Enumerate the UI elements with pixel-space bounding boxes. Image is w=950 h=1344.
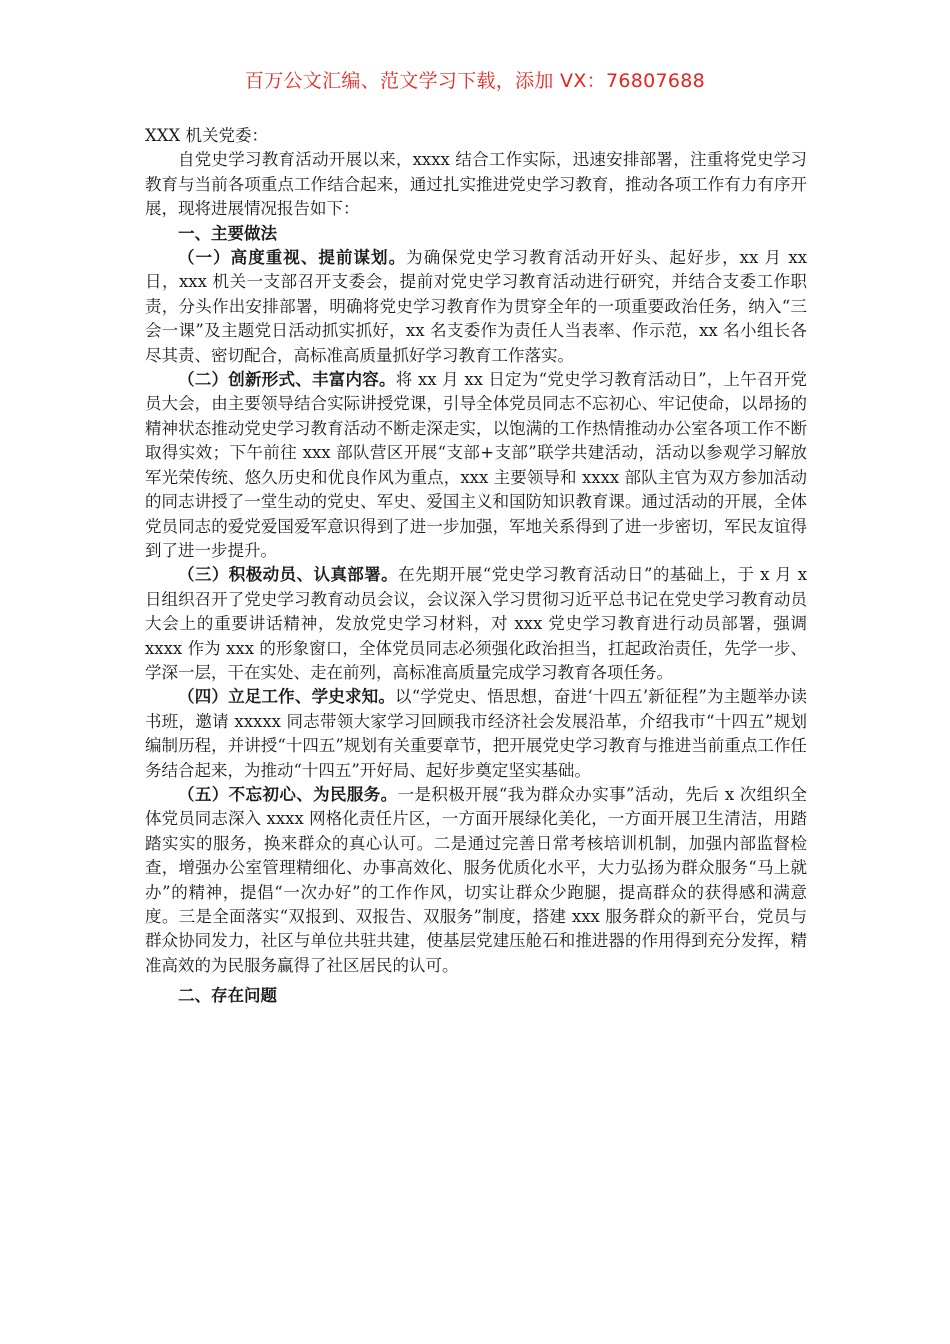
item-paragraph-5 xyxy=(145,783,807,978)
item-title-3: （三）积极动员、认真部署。 xyxy=(178,565,399,585)
item-body-4: 以“学党史、悟思想，奋进‘十四五’新征程”为主题举办读书班，邀请 xxxxx 同志带领大家学习回顾我市经济社会发展沿革，介绍我市“十四五”规划编制历程，并讲授“十四五”规划有关重要章节，把开展党史学习教育与推进当前重点工作任务结合起来，为推动“十四五”开好局、起好步奠定坚实基础。 xyxy=(145,687,807,780)
item-title-2: （二）创新形式、丰富内容。 xyxy=(178,370,396,390)
item-body-2: 将 xx 月 xx 日定为“党史学习教育活动日”，上午召开党员大会，由主要领导结合实际讲授党课，引导全体党员同志不忘初心、牢记使命，以昂扬的精神状态推动党史学习教育活动不断走深走实，以饱满的工作热情推动办公室各项工作不断取得实效；下午前往 xxx 部队营区开展“支部+支部”联学共建活动，活动以参观学习解放军光荣传统、悠久历史和优良作风为重点，xxx 主要领导和 xxxx 部队主官为双方参加活动的同志讲授了一堂生动的党史、军史、爱国主义和国防知识教育课。通过活动的开展，全体党员同志的爱党爱国爱军意识得到了进一步加强，军地关系得到了进一步密切，军民友谊得到了进一步提升。 xyxy=(145,370,808,560)
item-paragraph-4 xyxy=(145,685,807,783)
item-paragraph-1 xyxy=(145,246,807,368)
salutation: XXX 机关党委： xyxy=(145,126,268,145)
section-heading-problems: 二、存在问题 xyxy=(178,986,277,1006)
item-title-4: （四）立足工作、学史求知。 xyxy=(178,687,396,707)
item-paragraph-2 xyxy=(145,368,807,563)
intro-paragraph: 自党史学习教育活动开展以来，xxxx 结合工作实际，迅速安排部署，注重将党史学习教育与当前各项重点工作结合起来，通过扎实推进党史学习教育，推动各项工作有力有序开展，现将进展情况报告如下： xyxy=(145,150,807,219)
item-paragraph-3 xyxy=(145,563,807,685)
item-body-1: 为确保党史学习教育活动开好头、起好步，xx 月 xx 日，xxx 机关一支部召开支委会，提前对党史学习教育活动进行研究，并结合支委工作职责，分头作出安排部署，明确将党史学习教育作为贯穿全年的一项重要政治任务，纳入“三会一课”及主题党日活动抓实抓好，xx 名支委作为责任人当表率、作示范，xx 名小组长各尽其责、密切配合，高标准高质量抓好学习教育工作落实。 xyxy=(145,248,808,365)
header-banner: 百万公文汇编、范文学习下载，添加 VX：76807688 xyxy=(244,70,706,92)
document-body xyxy=(145,124,807,1009)
item-title-5: （五）不忘初心、为民服务。 xyxy=(178,784,398,804)
item-title-1: （一）高度重视、提前谋划。 xyxy=(178,248,407,268)
item-body-5: 一是积极开展“我为群众办实事”活动，先后 x 次组织全体党员同志深入 xxxx 网格化责任片区，一方面开展绿化美化，一方面开展卫生清洁，用踏踏实实的服务，换来群众的真心认可。二是通过完善日常考核培训机制，加强内部监督检查，增强办公室管理精细化、办事高效化、服务优质化水平，大力弘扬为群众服务“马上就办”的精神，提倡“一次办好”的工作作风，切实让群众少跑腿，提高群众的获得感和满意度。三是全面落实“双报到、双报告、双服务”制度，搭建 xxx 服务群众的新平台，党员与群众协同发力，社区与单位共驻共建，使基层党建压舱石和推进器的作用得到充分发挥，精准高效的为民服务赢得了社区居民的认可。 xyxy=(145,784,807,975)
section-heading-main-practices: 一、主要做法 xyxy=(178,223,277,243)
item-body-3: 在先期开展“党史学习教育活动日”的基础上，于 x 月 x 日组织召开了党史学习教育动员会议，会议深入学习贯彻习近平总书记在党史学习教育动员大会上的重要讲话精神，发放党史学习材料，对 xxx 党史学习教育进行动员部署，强调 xxxx 作为 xxx 的形象窗口，全体党员同志必须强化政治担当，扛起政治责任，先学一步、学深一层，干在实处、走在前列，高标准高质量完成学习教育各项任务。 xyxy=(145,565,807,682)
